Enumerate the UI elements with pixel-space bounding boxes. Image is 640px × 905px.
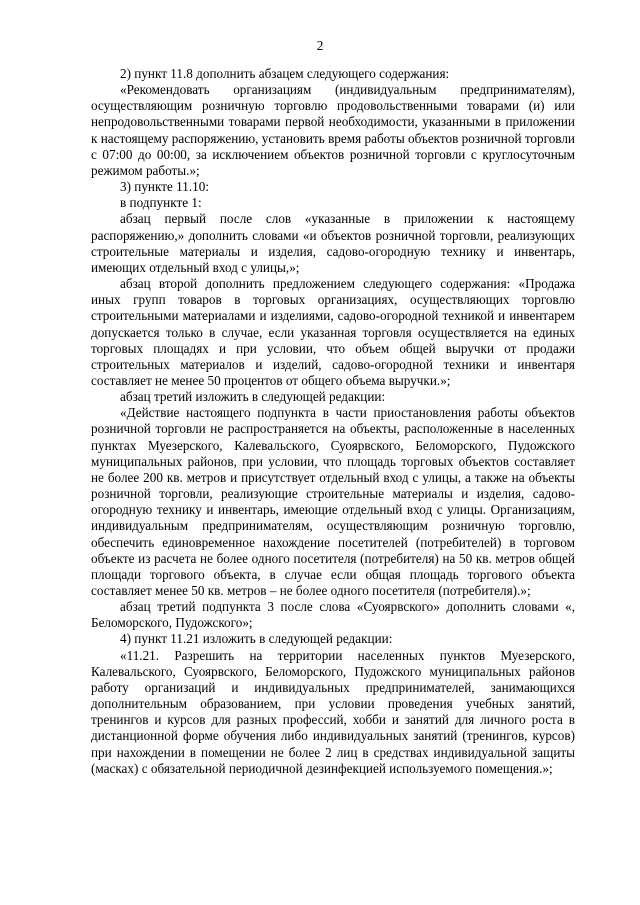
page-number: 2: [316, 38, 324, 53]
paragraph-item-4-text: «11.21. Разрешить на территории населенных пунктов Муезерского, Калевальского, Суоярвского, Беломорского, Пудожского муниципальных районов работу организаций и индивидуальных предпринимателей, занимающихся дополнительным образованием, при условии проведения учебных занятий, тренингов и курсов для разных профессий, хобби и занятий для личного роста в дистанционной форме обучения либо индивидуальных занятий (тренингов, курсов) при нахождении в помещении не более 2 лиц в средствах индивидуальной защиты (масках) с обязательной периодичной дезинфекцией используемого помещения.»;: [91, 647, 575, 776]
paragraph-item-4-intro: 4) пункт 11.21 изложить в следующей редакции:: [120, 631, 393, 647]
paragraph-subitem-1-intro: в подпункте 1:: [120, 195, 202, 211]
paragraph-third-abzac-intro: абзац третий изложить в следующей редакции:: [120, 389, 386, 405]
paragraph-item-2-text: «Рекомендовать организациям (индивидуальным предпринимателям), осуществляющим розничную торговлю продовольственными товарами (и) или непродовольственными товарами первой необходимости, указанными в приложении к настоящему распоряжению, установить время работы объектов розничной торговли с 07:00 до 00:00, за исключением объектов розничной торговли с круглосуточным режимом работы.»;: [91, 82, 575, 178]
paragraph-item-3-intro: 3) пункте 11.10:: [120, 179, 209, 195]
paragraph-first-abzac: абзац первый после слов «указанные в приложении к настоящему распоряжению,» дополнить словами «и объектов розничной торговли, реализующих строительные материалы и изделия, садово-огородную технику и инвентарь, имеющих отдельный вход с улицы,»;: [91, 211, 575, 275]
paragraph-subitem-3-abzac: абзац третий подпункта 3 после слова «Суоярвского» дополнить словами «, Беломорского, Пудожского»;: [91, 599, 575, 631]
paragraph-item-2-intro: 2) пункт 11.8 дополнить абзацем следующего содержания:: [120, 66, 450, 81]
document-body: [91, 66, 575, 777]
paragraph-third-abzac-text: «Действие настоящего подпункта в части приостановления работы объектов розничной торговли не распространяется на объекты, расположенные в населенных пунктах Муезерского, Калевальского, Суоярвского, Беломорского, Пудожского муниципальных районов, при условии, что площадь торговых объектов составляет не более 200 кв. метров и присутствует отдельный вход с улицы, а также на объекты розничной торговли, реализующие строительные материалы и изделия, садово-огородную технику и инвентарь, имеющие отдельный вход с улицы. Организациям, индивидуальным предпринимателям, осуществляющим розничную торговлю, обеспечить единовременное нахождение посетителей (потребителей) в торговом объекте из расчета не более одного посетителя (потребителя) на 50 кв. метров общей площади торгового объекта, в случае если общая площадь торгового объекта составляет менее 50 кв. метров – не более одного посетителя (потребителя).»;: [91, 405, 575, 598]
paragraph-second-abzac: абзац второй дополнить предложением следующего содержания: «Продажа иных групп товаров в торговых организациях, осуществляющих торговлю строительными материалами и изделиями, садово-огородной техникой и инвентарем допускается только в случае, если указанная торговля осуществляется на единых торговых площадях и при условии, что объем общей выручки от продажи строительных материалов и изделий, садово-огородной техники и инвентаря составляет не менее 50 процентов от общего объема выручки.»;: [91, 276, 575, 388]
